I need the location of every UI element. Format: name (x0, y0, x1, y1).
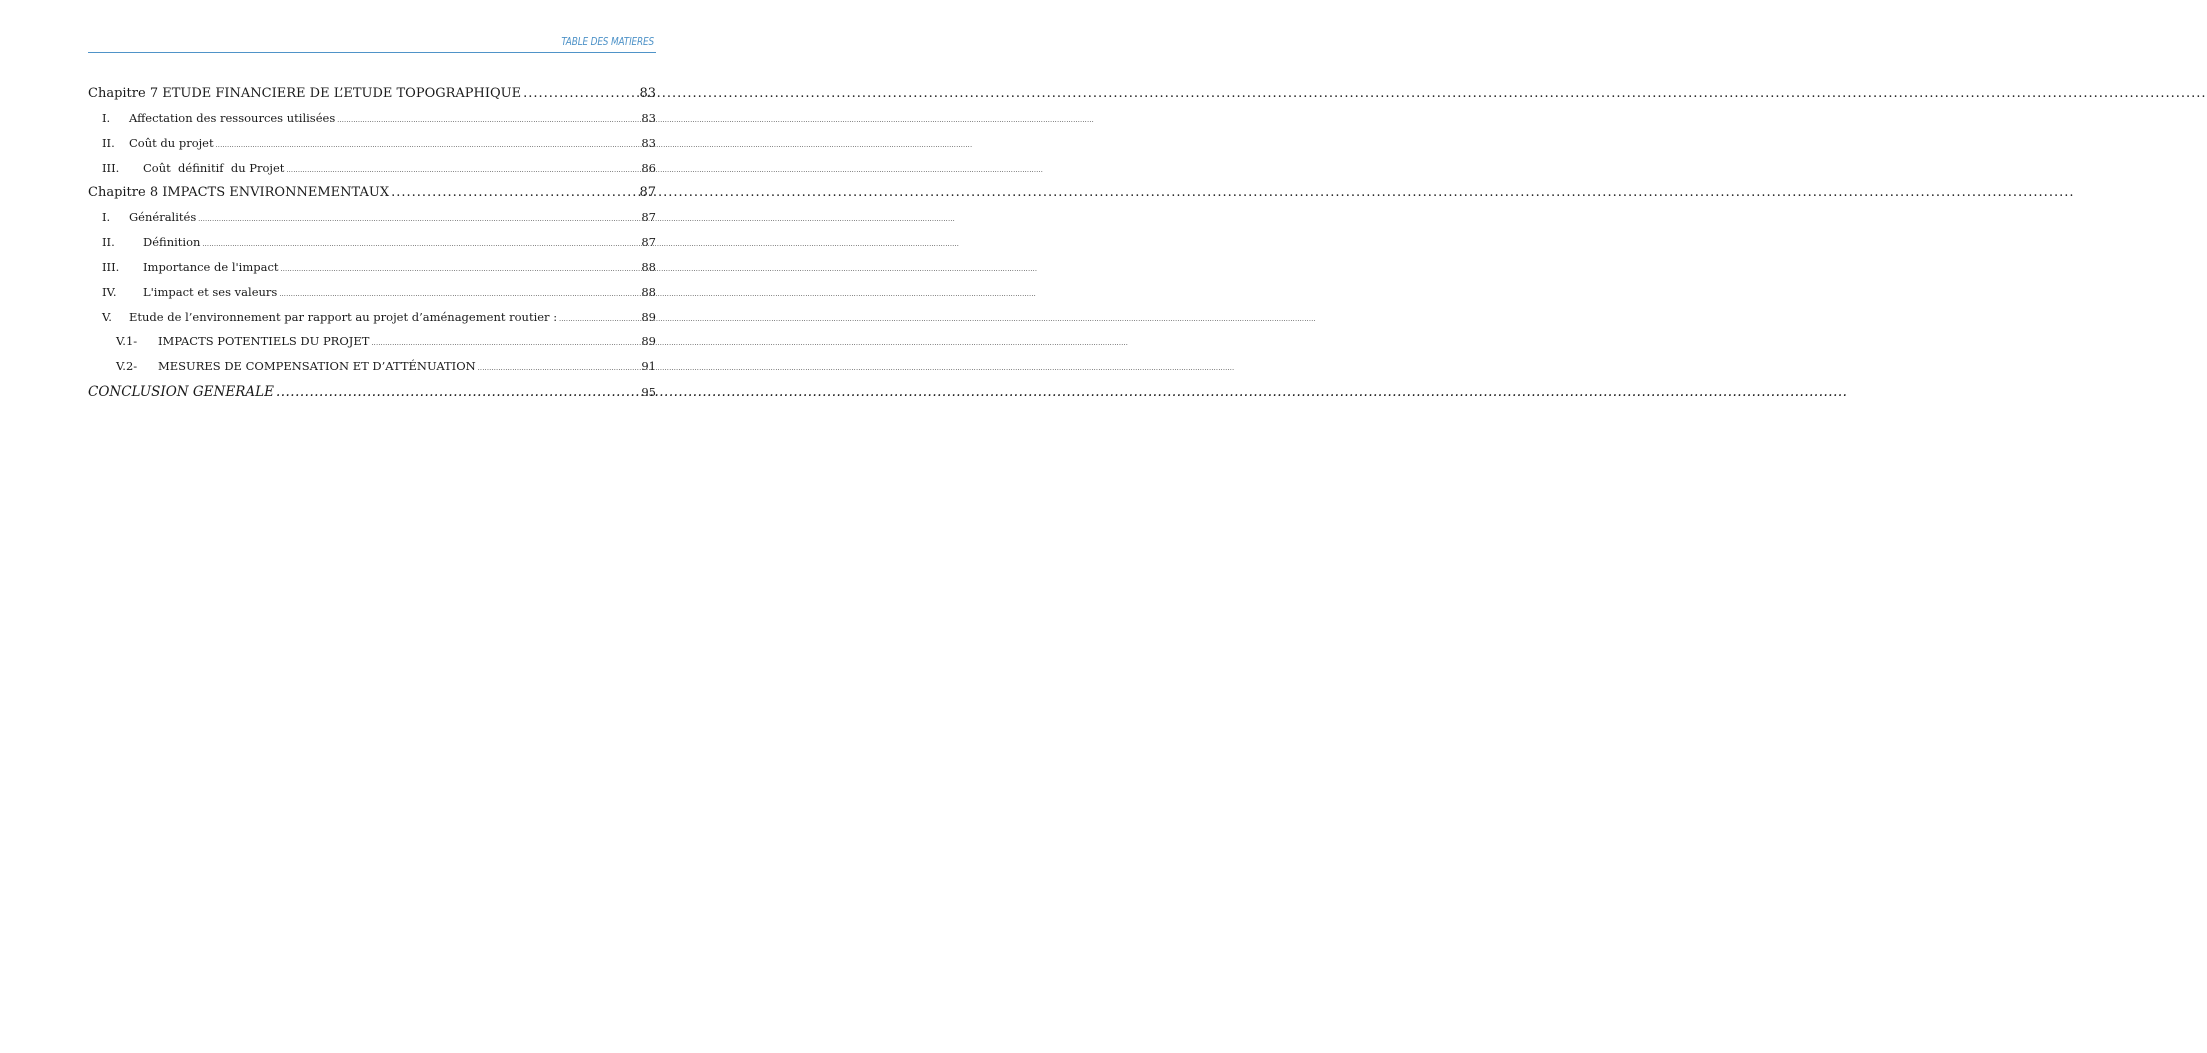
toc-entry-8-v-1[interactable] (88, 334, 656, 359)
toc-entry-numeral: IV. (102, 284, 117, 299)
toc-page-number: 95 (641, 384, 656, 399)
toc-page-number: 87 (641, 210, 656, 225)
toc-entry-8-v-2[interactable] (88, 359, 656, 384)
toc-page-number: 88 (641, 259, 656, 274)
toc-entry-8-iii[interactable] (88, 260, 656, 285)
toc-entry-title: Importance de l'impact (143, 259, 279, 274)
toc-entry-title: Coût définitif du Projet (143, 160, 285, 175)
toc-entry-7-iii[interactable] (88, 161, 656, 186)
dot-leader (286, 167, 639, 174)
toc-entry-8-v[interactable] (88, 310, 656, 335)
toc-page-number: 86 (641, 160, 656, 175)
toc-page-number: 83 (641, 111, 656, 125)
toc-page-number: 89 (641, 309, 656, 324)
dot-leader (337, 117, 639, 124)
toc-page-number: 87 (641, 235, 656, 250)
toc-page-number: 91 (641, 359, 656, 374)
toc-entry-chapter-7[interactable] (88, 86, 656, 111)
dot-leader (279, 291, 639, 298)
toc-entry-conclusion[interactable] (88, 384, 656, 409)
toc-entry-numeral: II. (102, 235, 115, 250)
toc-entry-7-ii[interactable] (88, 136, 656, 161)
dot-leader (478, 365, 640, 372)
toc-entry-numeral: V.2- (116, 359, 138, 374)
toc-entry-title: Affectation des ressources utilisées (129, 111, 336, 125)
toc-page-number: 89 (641, 334, 656, 349)
toc-entry-title: Coût du projet (129, 135, 214, 150)
toc-entry-title: Etude de l’environnement par rapport au projet d’aménagement routier : (129, 309, 558, 324)
table-of-contents (88, 86, 656, 409)
toc-page-number: 83 (641, 135, 656, 150)
dot-leader (523, 86, 637, 101)
toc-entry-numeral: III. (102, 160, 120, 175)
toc-entry-title: MESURES DE COMPENSATION ET D’ATTÉNUATION (158, 359, 476, 374)
toc-entry-title: Généralités (129, 210, 197, 225)
dot-leader (216, 142, 640, 149)
toc-entry-numeral: II. (102, 135, 115, 150)
toc-entry-title: Chapitre 7 ETUDE FINANCIERE DE L’ETUDE TOPOGRAPHIQUE (88, 86, 522, 101)
dot-leader (198, 216, 639, 223)
toc-entry-8-iv[interactable] (88, 285, 656, 310)
toc-entry-8-ii[interactable] (88, 235, 656, 260)
toc-entry-title: IMPACTS POTENTIELS DU PROJET (158, 334, 370, 349)
toc-entry-7-i[interactable] (88, 111, 656, 136)
toc-page-number: 83 (639, 86, 656, 101)
dot-leader (559, 316, 639, 323)
dot-leader (371, 340, 639, 347)
toc-entry-title: L'impact et ses valeurs (143, 284, 278, 299)
toc-entry-numeral: I. (102, 210, 111, 225)
toc-entry-8-i[interactable] (88, 210, 656, 235)
toc-entry-title: Définition (143, 235, 201, 250)
toc-entry-chapter-8[interactable] (88, 185, 656, 210)
page-header (88, 32, 656, 53)
toc-entry-numeral: V.1- (116, 334, 138, 349)
toc-entry-title: Chapitre 8 IMPACTS ENVIRONNEMENTAUX (88, 185, 390, 201)
toc-entry-numeral: I. (102, 111, 111, 125)
header-title: TABLE DES MATIERES (561, 36, 654, 48)
toc-entry-title: CONCLUSION GENERALE (88, 383, 274, 400)
dot-leader (391, 185, 637, 200)
dot-leader (276, 384, 639, 400)
toc-page-number: 87 (639, 185, 656, 201)
toc-page-number: 88 (641, 284, 656, 299)
toc-entry-numeral: III. (102, 259, 120, 274)
dot-leader (202, 241, 639, 248)
dot-leader (281, 266, 640, 273)
toc-entry-numeral: V. (102, 309, 112, 324)
